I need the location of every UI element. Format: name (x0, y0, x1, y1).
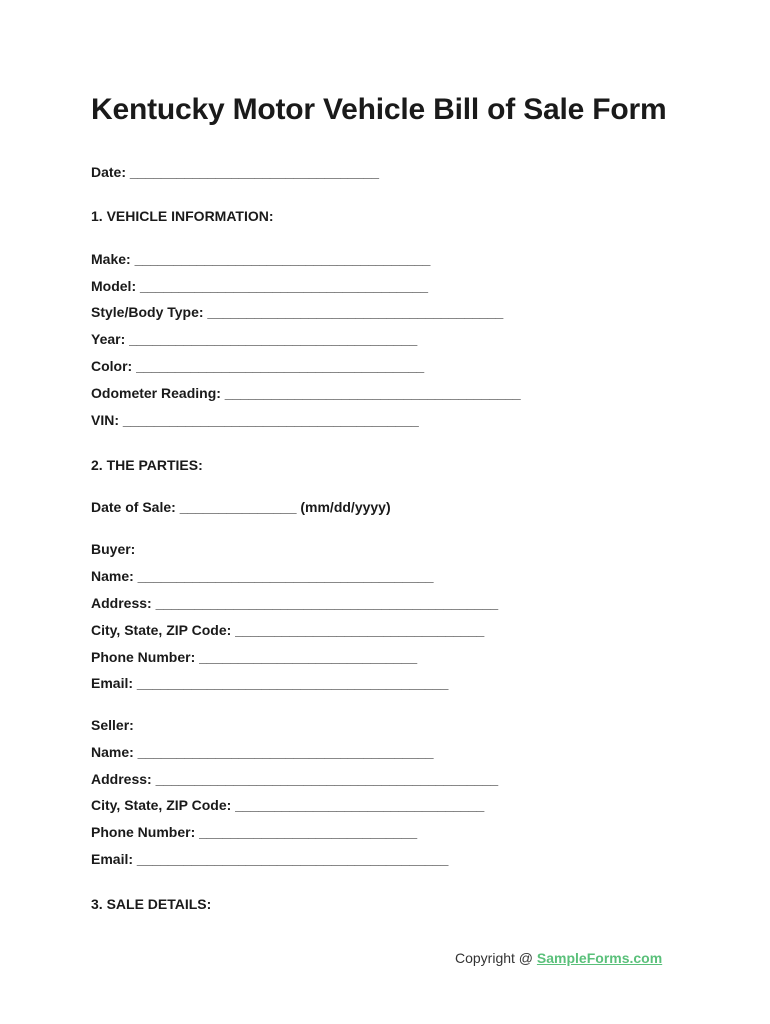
seller-address-field: Address: ____________________________________________ (91, 771, 499, 787)
buyer-phone-field: Phone Number: ____________________________ (91, 649, 418, 665)
buyer-email-field: Email: ________________________________________ (91, 675, 449, 691)
odometer-reading-field: Odometer Reading: ______________________________________ (91, 385, 521, 401)
copyright-prefix: Copyright @ (455, 950, 537, 966)
seller-phone-field: Phone Number: ____________________________ (91, 824, 418, 840)
buyer-address-field: Address: ____________________________________________ (91, 595, 499, 611)
copyright-footer (455, 950, 662, 966)
seller-name-field: Name: ______________________________________ (91, 744, 434, 760)
buyer-name-field: Name: ______________________________________ (91, 568, 434, 584)
buyer-heading: Buyer: (91, 541, 136, 557)
section-sale-details-heading: 3. SALE DETAILS: (91, 896, 212, 912)
date-field: Date: ________________________________ (91, 164, 380, 180)
model-field: Model: _____________________________________ (91, 278, 429, 294)
color-field: Color: _____________________________________ (91, 358, 425, 374)
seller-city-state-zip-field: City, State, ZIP Code: ________________________________ (91, 797, 485, 813)
seller-heading: Seller: (91, 717, 134, 733)
brand-link[interactable]: SampleForms.com (536, 950, 663, 966)
buyer-city-state-zip-field: City, State, ZIP Code: ________________________________ (91, 622, 485, 638)
vin-field: VIN: ______________________________________ (91, 412, 419, 428)
page-title: Kentucky Motor Vehicle Bill of Sale Form (91, 93, 667, 126)
date-of-sale-field: Date of Sale: _______________ (mm/dd/yyyy) (91, 499, 391, 515)
seller-email-field: Email: ________________________________________ (91, 851, 449, 867)
style-body-type-field: Style/Body Type: ______________________________________ (91, 304, 504, 320)
year-field: Year: _____________________________________ (91, 331, 418, 347)
make-field: Make: ______________________________________ (91, 251, 431, 267)
section-vehicle-information-heading: 1. VEHICLE INFORMATION: (91, 208, 274, 224)
section-parties-heading: 2. THE PARTIES: (91, 457, 203, 473)
